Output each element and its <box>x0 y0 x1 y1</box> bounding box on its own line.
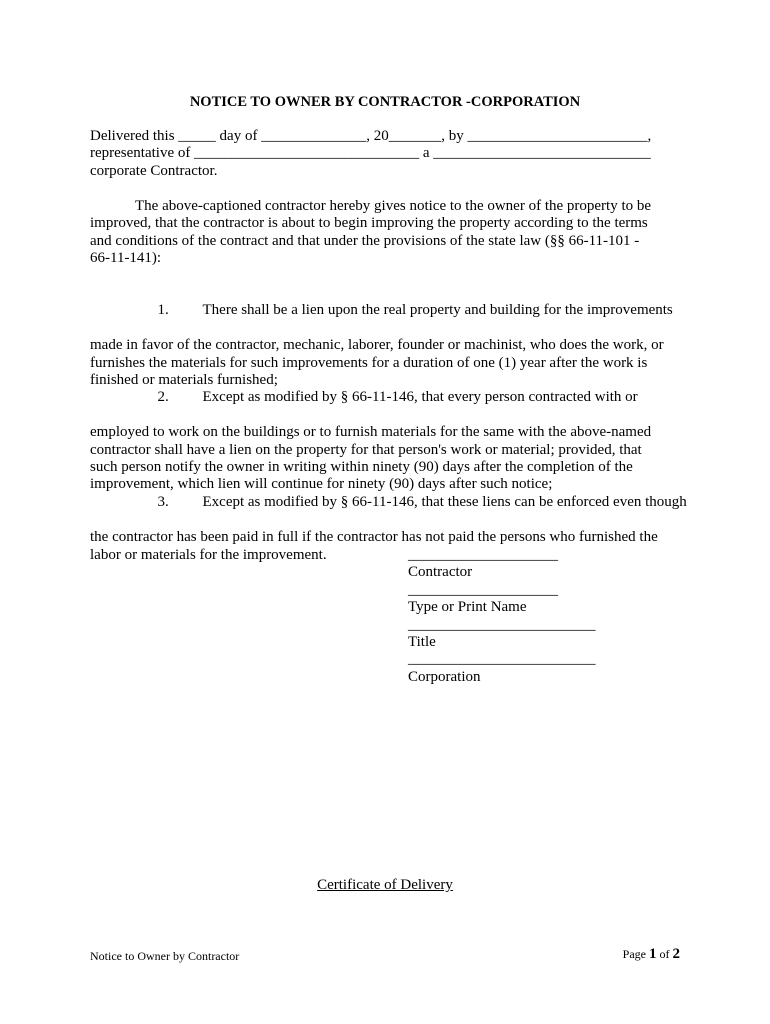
contractor-signature-line: ____________________ <box>408 547 558 563</box>
list-item-number: 3. <box>157 494 169 511</box>
document-title: NOTICE TO OWNER BY CONTRACTOR -CORPORATION <box>189 94 581 110</box>
item2-line-3: contractor shall have a lien on the property for that person's work or material; provided, that <box>90 441 642 458</box>
item1-line-2: made in favor of the contractor, mechanic, laborer, founder or machinist, who does the work, or <box>90 337 664 354</box>
footer-page-word: Page <box>622 947 646 961</box>
footer-of-word: of <box>659 947 670 961</box>
certificate-heading-text: Certificate of Delivery <box>317 877 453 893</box>
contractor-label: Contractor <box>408 564 473 581</box>
intro-line-4: 66-11-141): <box>90 250 162 267</box>
footer-page-current: 1 <box>649 946 657 962</box>
list-item-number: 2. <box>157 389 169 406</box>
title-label: Title <box>408 634 436 651</box>
corporation-signature-line: _________________________ <box>408 651 596 668</box>
title-signature-line: _________________________ <box>408 616 596 633</box>
item1-line-4: finished or materials furnished; <box>90 372 278 389</box>
footer-page-number <box>623 946 680 963</box>
item2-line-5: improvement, which lien will continue for ninety (90) days after such notice; <box>90 476 553 493</box>
name-signature-line: ____________________ <box>408 581 558 598</box>
item1-line-1: There shall be a lien upon the real property and building for the improvements <box>202 302 673 319</box>
item3-line-1: Except as modified by § 66-11-146, that these liens can be enforced even though <box>202 494 687 511</box>
footer-page-total: 2 <box>672 946 680 962</box>
item3-line-2: the contractor has been paid in full if the contractor has not paid the persons who furnished the <box>90 529 658 546</box>
list-item-number: 1. <box>157 302 169 319</box>
list-item-3 <box>90 477 685 564</box>
item1-line-3: furnishes the materials for such improvements for a duration of one (1) year after the work is <box>90 354 648 371</box>
item2-line-4: such person notify the owner in writing within ninety (90) days after the completion of the <box>90 459 633 476</box>
intro-line-2: improved, that the contractor is about to begin improving the property according to the terms <box>90 215 648 232</box>
item2-line-1: Except as modified by § 66-11-146, that every person contracted with or <box>202 389 638 406</box>
delivery-paragraph <box>90 128 685 180</box>
corporation-label: Corporation <box>408 668 481 685</box>
intro-line-1: The above-captioned contractor hereby gives notice to the owner of the property to be <box>135 198 652 214</box>
intro-line-3: and conditions of the contract and that under the provisions of the state law (§§ 66-11-101 - <box>90 232 640 249</box>
delivery-line-1: Delivered this _____ day of ______________, 20_______, by ________________________, <box>90 128 652 144</box>
delivery-line-3: corporate Contractor. <box>90 162 218 179</box>
certificate-of-delivery-heading <box>0 877 770 894</box>
list-item-2 <box>90 372 685 494</box>
item3-line-3: labor or materials for the improvement. <box>90 546 327 563</box>
signature-block <box>408 547 596 686</box>
delivery-line-2: representative of ______________________________ a _____________________________ <box>90 145 651 162</box>
footer-document-name: Notice to Owner by Contractor <box>90 949 240 963</box>
intro-paragraph <box>90 198 685 268</box>
item2-line-2: employed to work on the buildings or to furnish materials for the same with the above-named <box>90 424 652 441</box>
type-or-print-name-label: Type or Print Name <box>408 599 527 616</box>
